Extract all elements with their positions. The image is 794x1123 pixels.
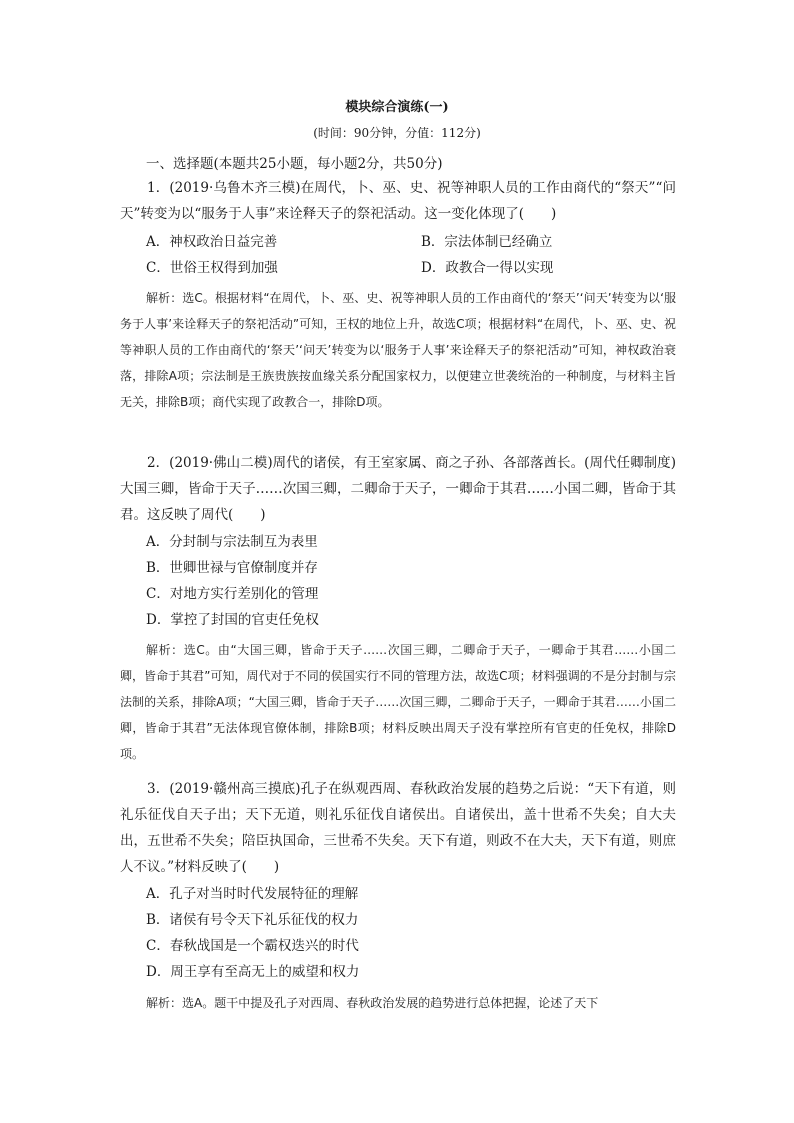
question-3-option-b: B．诸侯有号令天下礼乐征伐的权力 <box>146 912 359 928</box>
exam-info: (时间：90分钟，分值：112分) <box>313 126 481 140</box>
question-1-analysis: 解析：选C。根据材料“在周代，卜、巫、史、祝等神职人员的工作由商代的‘祭天’‘问天’转变为以‘服务于人事’来诠释天子的祭祀活动”可知，王权的地位上升，故选C项；根据材料“在周代，卜、巫、史、祝等神职人员的工作由商代的‘祭天’‘问天’转变为以‘服务于人事’来诠释天子的祭祀活动”可知，神权政治衰落，排除A项；宗法制是王族贵族按血缘关系分配国家权力，以便建立世袭统治的一种制度，与材料主旨无关，排除B项；商代实现了政教合一，排除D项。 <box>120 291 676 409</box>
question-2-stem: 2．(2019·佛山二模)周代的诸侯，有王室家属、商之子孙、各部落酋长。(周代任卿制度)大国三卿，皆命于天子……次国三卿，二卿命于天子，一卿命于其君……小国二卿，皆命于其君。这反映了周代( ) <box>120 455 676 523</box>
question-1-option-b: B．宗法体制已经确立 <box>421 234 553 250</box>
question-2-option-d: D．掌控了封国的官吏任免权 <box>146 612 319 628</box>
question-3-analysis: 解析：选A。题干中提及孔子对西周、春秋政治发展的趋势进行总体把握，论述了天下 <box>146 996 599 1010</box>
question-3-option-c: C．春秋战国是一个霸权迭兴的时代 <box>146 938 359 954</box>
question-2-analysis: 解析：选C。由“大国三卿，皆命于天子……次国三卿，二卿命于天子，一卿命于其君……小国二卿，皆命于其君”可知，周代对于不同的侯国实行不同的管理方法，故选C项；材料强调的不是分封制与宗法制的关系，排除A项；“大国三卿，皆命于天子……次国三卿，二卿命于天子，一卿命于其君……小国二卿，皆命于其君”无法体现官僚体制，排除B项；材料反映出周天子没有掌控所有官吏的任免权，排除D项。 <box>120 643 676 761</box>
page-title: 模块综合演练(一) <box>345 100 449 115</box>
question-1-option-a: A．神权政治日益完善 <box>146 234 278 250</box>
question-2-option-b: B．世卿世禄与官僚制度并存 <box>146 560 318 576</box>
question-1-stem: 1．(2019·乌鲁木齐三模)在周代，卜、巫、史、祝等神职人员的工作由商代的“祭天”“问天”转变为以“服务于人事”来诠释天子的祭祀活动。这一变化体现了( ) <box>120 180 676 222</box>
question-3-option-d: D．周王享有至高无上的威望和权力 <box>146 964 360 980</box>
question-1-option-d: D．政教合一得以实现 <box>421 260 554 276</box>
question-3-stem: 3．(2019·赣州高三摸底)孔子在纵观西周、春秋政治发展的趋势之后说：“天下有道，则礼乐征伐自天子出；天下无道，则礼乐征伐自诸侯出。自诸侯出，盖十世希不失矣；自大夫出，五世希不失矣；陪臣执国命，三世希不失矣。天下有道，则政不在大夫，天下有道，则庶人不议。”材料反映了( ) <box>120 781 676 875</box>
section-heading: 一、选择题(本题共25小题，每小题2分，共50分) <box>146 156 443 172</box>
question-2-option-a: A．分封制与宗法制互为表里 <box>146 534 318 550</box>
question-2-option-c: C．对地方实行差别化的管理 <box>146 586 319 602</box>
question-1-option-c: C．世俗王权得到加强 <box>146 260 278 276</box>
question-3-option-a: A．孔子对当时时代发展特征的理解 <box>146 886 359 902</box>
